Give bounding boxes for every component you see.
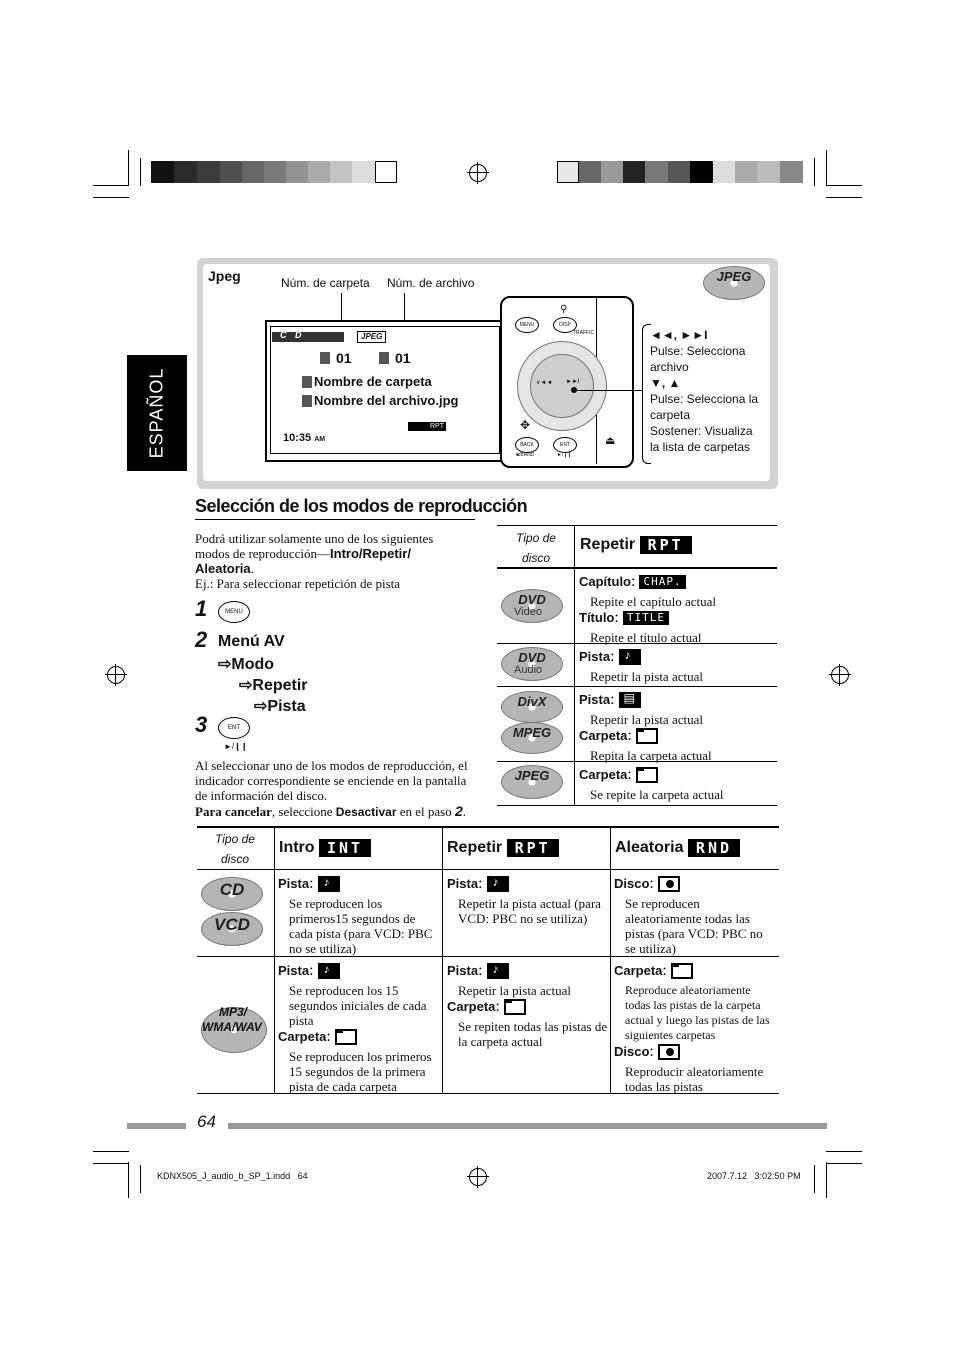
registration-mark-bottom <box>469 1168 487 1186</box>
screen-file-icon <box>379 352 389 364</box>
eject-icon[interactable]: ⏏ <box>605 435 616 447</box>
repeat-table-col1: Tipo de disco <box>516 531 556 565</box>
jpeg-row-disc-icon: JPEG <box>501 765 563 799</box>
control-knob-center[interactable] <box>530 354 594 418</box>
note-icon <box>318 876 340 892</box>
title-badge: TITLE <box>623 611 669 625</box>
updown-desc1: Pulse: Selecciona la carpeta <box>650 392 759 422</box>
screen-folder-icon <box>320 352 330 364</box>
registration-mark-top <box>469 164 487 182</box>
mode-col-aleatoria: Aleatoria RND <box>615 839 740 857</box>
file-num-caption: Núm. de archivo <box>387 276 475 290</box>
search-icon[interactable]: ⚲ <box>560 304 568 315</box>
mode-col-intro: Intro INT <box>279 839 371 857</box>
note-icon <box>318 963 340 979</box>
repeat-row-jpeg: Carpeta: Se repite la carpeta actual <box>579 766 724 802</box>
chap-badge: CHAP. <box>639 575 685 589</box>
cd-disc-icon: CD <box>201 877 263 911</box>
disp-button[interactable]: DISP <box>553 317 577 333</box>
divx-disc-icon: DivX <box>501 691 563 723</box>
footer-file: KDNX505_J_audio_b_SP_1.indd 64 <box>157 1171 308 1181</box>
screen-rpt-badge: RPT <box>408 422 446 431</box>
play-pause-label: ►/❙❙ <box>557 452 572 458</box>
folder-icon <box>671 963 693 979</box>
step-2-repetir: ⇨Repetir <box>239 677 308 694</box>
footer-bar-right <box>228 1123 827 1129</box>
repeat-row-dvd-audio: Pista: ♪ Repetir la pista actual <box>579 648 774 684</box>
rnd-badge: RND <box>688 839 740 857</box>
intro-paragraph: Podrá utilizar solamente uno de los siguientes modos de reproducción—Intro/Repetir/ Aleatoria. Ej.: Para seleccionar repetición de pista <box>195 531 434 591</box>
folder-icon <box>636 728 658 744</box>
cancel-text: Para cancelar, seleccione Desactivar en el paso 2. <box>195 803 467 819</box>
updown-desc2: Sostener: Visualiza la lista de carpetas <box>650 424 753 454</box>
ent-button[interactable]: ENT <box>553 437 577 453</box>
disc-icon <box>658 1044 680 1060</box>
repeat-row-divx: Pista: ▤ Repetir la pista actual Carpeta: Repita la carpeta actual <box>579 691 774 763</box>
disc-icon <box>658 876 680 892</box>
step-3-num: 3 <box>195 712 208 737</box>
row2-aleatoria: Carpeta: Reproduce aleatoriamente todas las pistas de la carpeta actual y luego las pistas de las siguientes carpetas Disco: Reproducir aleatoriamente todas las pistas <box>614 962 770 1094</box>
int-badge: INT <box>319 839 371 857</box>
repeat-row-dvd-video: Capítulo: CHAP. Repite el capítulo actual Título: TITLE Repite el título actual <box>579 573 716 645</box>
row1-aleatoria: Disco: Se reproducen aleatoriamente todas las pistas (para VCD: PBC no se utiliza) <box>614 875 763 956</box>
step1-menu-button[interactable]: MENU <box>218 601 250 623</box>
step-2-menu: Menú AV <box>218 633 285 650</box>
cd-mode-label: C D <box>280 330 305 340</box>
folder-num-caption: Núm. de carpeta <box>281 276 370 290</box>
jpeg-disc-icon: JPEG <box>703 266 765 300</box>
registration-mark-left <box>107 666 125 684</box>
screen-jpeg-badge: JPEG <box>357 331 386 343</box>
step-2-pista: ⇨Pista <box>254 698 306 715</box>
rpt-badge-2: RPT <box>507 839 559 857</box>
registration-mark-right <box>831 666 849 684</box>
dvd-video-sub: Video <box>514 606 542 618</box>
screen-file-num: 01 <box>395 350 411 366</box>
after-text: Al seleccionar uno de los modos de reproducción, el indicador correspondiente se enciende en la pantalla de información del disco. <box>195 758 468 803</box>
page-number: 64 <box>197 1112 216 1131</box>
skip-forward-icon[interactable]: ►►I <box>566 379 580 385</box>
move-icon: ✥ <box>520 418 531 432</box>
dvd-audio-sub: Audio <box>514 664 543 676</box>
section-title-rule <box>195 519 475 520</box>
repeat-table-col2: Repetir RPT <box>580 536 692 554</box>
step-2-modo: ⇨Modo <box>218 656 275 673</box>
mpeg-disc-icon: MPEG <box>501 722 563 754</box>
folder-icon <box>636 767 658 783</box>
language-tab <box>127 355 187 471</box>
mode-col-repetir: Repetir RPT <box>447 839 559 857</box>
step-3-sub: ►/❙❙ <box>224 742 248 751</box>
row1-repetir: Pista: ♪ Repetir la pista actual (para VCD: PBC no se utiliza) <box>447 875 607 926</box>
row2-repetir: Pista: ♪ Repetir la pista actual Carpeta: Se repiten todas las pistas de la carpeta actual <box>447 962 609 1049</box>
band-label: ■/BAND <box>516 452 535 458</box>
folder-icon <box>504 999 526 1015</box>
screen-folder-name: Nombre de carpeta <box>314 374 432 389</box>
film-icon <box>619 692 641 708</box>
folder-icon <box>335 1029 357 1045</box>
dvd-audio-disc-icon: DVD <box>501 647 563 681</box>
footer-bar-left <box>127 1123 186 1129</box>
note-icon <box>619 649 641 665</box>
row2-intro: Pista: ♪ Se reproducen los 15 segundos iniciales de cada pista Carpeta: Se reproducen los primeros 15 segundos de la primera pista de cada carpeta <box>278 962 440 1094</box>
note-icon <box>487 963 509 979</box>
dvd-video-disc-icon: DVD <box>501 589 563 623</box>
screen-folder-name-icon <box>302 376 312 388</box>
notes-block <box>650 327 765 455</box>
mode-table-col1: Tipo de disco <box>215 832 255 866</box>
rpt-badge: RPT <box>640 536 692 554</box>
step-2-num: 2 <box>195 627 208 652</box>
section-title: Selección de los modos de reproducción <box>195 496 528 516</box>
skip-back-icon[interactable]: ∨◄◄ <box>536 380 553 386</box>
updown-symbols: ▼, ▲ <box>650 376 681 390</box>
screen-clock: 10:35 AM <box>283 432 326 444</box>
screen-file-name: Nombre del archivo.jpg <box>314 393 459 408</box>
figure-label: Jpeg <box>208 268 241 284</box>
back-button[interactable]: BACK <box>515 437 539 453</box>
step-1: 1 <box>195 596 208 621</box>
footer-date: 2007.7.12 3:02:50 PM <box>707 1171 801 1181</box>
mp3-disc-label2: WMA/WAV <box>202 1020 262 1034</box>
mp3-disc-label1: MP3/ <box>219 1005 248 1019</box>
vcd-disc-icon: VCD <box>201 912 263 946</box>
screen-file-name-icon <box>302 395 312 407</box>
language-tab-label: ESPAÑOL <box>146 367 167 459</box>
pointer-line <box>575 390 643 391</box>
skip-symbols: ◄◄, ►►I <box>650 328 708 342</box>
note-icon <box>487 876 509 892</box>
traffic-label: TRAFFIC <box>573 330 595 336</box>
screen-folder-num: 01 <box>336 350 352 366</box>
skip-desc: Pulse: Selecciona archivo <box>650 344 746 374</box>
step3-ent-button[interactable]: ENT <box>218 717 250 739</box>
menu-button[interactable]: MENU <box>515 317 539 333</box>
row1-intro: Pista: ♪ Se reproducen los primeros15 segundos de cada pista (para VCD: PBC no se utiliza) <box>278 875 438 956</box>
